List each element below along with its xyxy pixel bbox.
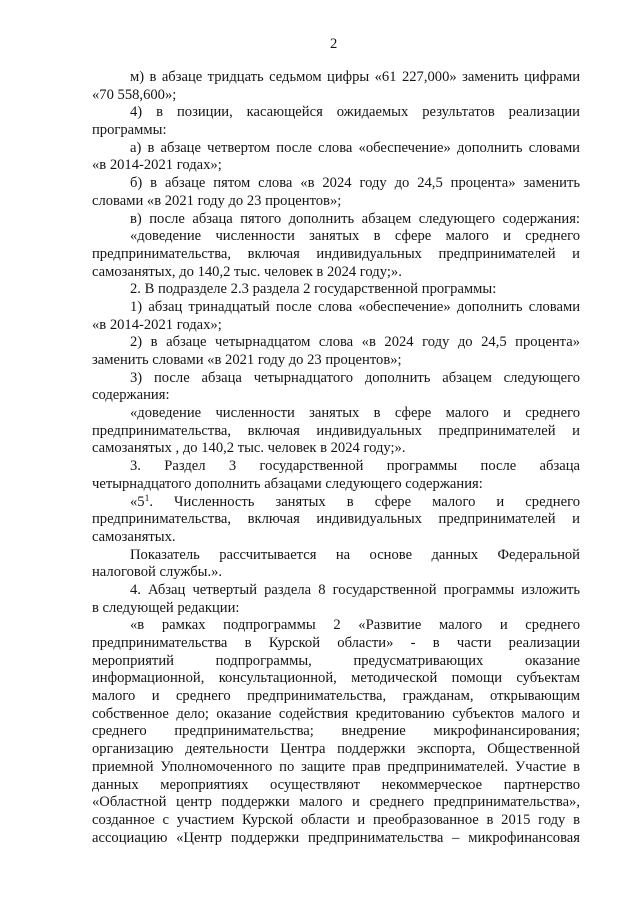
text-line: налоговой службы.». [92,564,223,581]
text-line: «70 558,600»; [92,86,177,103]
text-line: «доведение численности занятых в сфере малого и среднего [130,228,580,245]
text-line [92,494,580,512]
text-line: самозанятых, до 140,2 тыс. человек в 2024 году;». [92,263,402,280]
text-line: созданное с участием Курской области и преобразованное в 2015 году в [92,811,580,828]
text-line: б) в абзаце пятом слова «в 2024 году до 24,5 процента» заменить [130,175,580,192]
text-line: мероприятий подпрограммы, предусматривающих оказание [92,652,580,669]
text-line: м) в абзаце тридцать седьмом цифры «61 227,000» заменить цифрами [130,69,580,85]
text-line: предпринимательства, включая индивидуальных предпринимателей и [92,245,580,262]
text-line: среднего предпринимательства; внедрение микрофинансирования; [92,723,580,740]
text-line: предпринимательства в Курской области» - в части реализации [92,635,580,651]
text-line: Показатель рассчитывается на основе данных Федеральной [130,546,580,563]
text-line: 3. Раздел 3 государственной программы после абзаца [130,458,580,475]
text-line: ассоциацию «Центр поддержки предпринимательства – микрофинансовая [92,829,580,846]
text-line: а) в абзаце четвертом после слова «обеспечение» дополнить словами [130,139,580,156]
text-line: приемной Уполномоченного по защите прав предпринимателей. Участие в [92,758,580,775]
text-line: «доведение численности занятых в сфере малого и среднего [130,405,580,422]
text-line: 2. В подразделе 2.3 раздела 2 государственной программы: [130,281,497,298]
text-line: словами «в 2021 году до 23 процентов»; [92,192,342,209]
text-line: содержания: [92,387,170,404]
text-line: предпринимательства, включая индивидуальных предпринимателей и [92,422,580,439]
superscript-number: 1 [144,493,150,504]
text-line: самозанятых , до 140,2 тыс. человек в 2024 году;». [92,440,406,457]
text-line: «в рамках подпрограммы 2 «Развитие малого и среднего [130,617,580,634]
text-line: заменить словами «в 2021 году до 23 процентов»; [92,352,402,368]
text-line: самозанятых. [92,528,176,545]
page-number: 2 [330,36,338,52]
text-line: в) после абзаца пятого дополнить абзацем следующего содержания: [130,210,580,227]
text-line: 4. Абзац четвертый раздела 8 государственной программы изложить [130,581,580,598]
text-line: 1) абзац тринадцатый после слова «обеспечение» дополнить словами [130,298,580,315]
text-line: «в 2014-2021 годах»; [92,157,222,174]
text-line: 3) после абзаца четырнадцатого дополнить абзацем следующего [130,369,580,386]
text-line: 4) в позиции, касающейся ожидаемых результатов реализации [130,104,580,121]
text-line: четырнадцатого дополнить абзацами следующего содержания: [92,475,483,492]
text-line: в следующей редакции: [92,599,240,616]
text-line: собственное дело; оказание содействия кредитованию субъектов малого и [92,705,580,722]
text-line: «в 2014-2021 годах»; [92,316,222,333]
text-fragment: «5 [130,493,145,510]
text-fragment: . Численность занятых в сфере малого и среднего [149,493,580,510]
text-line: 2) в абзаце четырнадцатом слова «в 2024 году до 24,5 процента» [130,334,580,351]
text-line: малого и среднего предпринимательства, гражданам, открывающим [92,688,580,705]
document-body [92,69,580,847]
text-line: программы: [92,122,167,139]
text-line: организацию деятельности Центра поддержки экспорта, Общественной [92,741,580,758]
text-line: информационной, консультационной, методической помощи субъектам [92,670,580,687]
text-line: «Областной центр поддержки малого и среднего предпринимательства», [92,794,580,811]
text-line: данных мероприятиях осуществляют некоммерческое партнерство [92,776,580,793]
text-line: предпринимательства, включая индивидуальных предпринимателей и [92,511,580,528]
